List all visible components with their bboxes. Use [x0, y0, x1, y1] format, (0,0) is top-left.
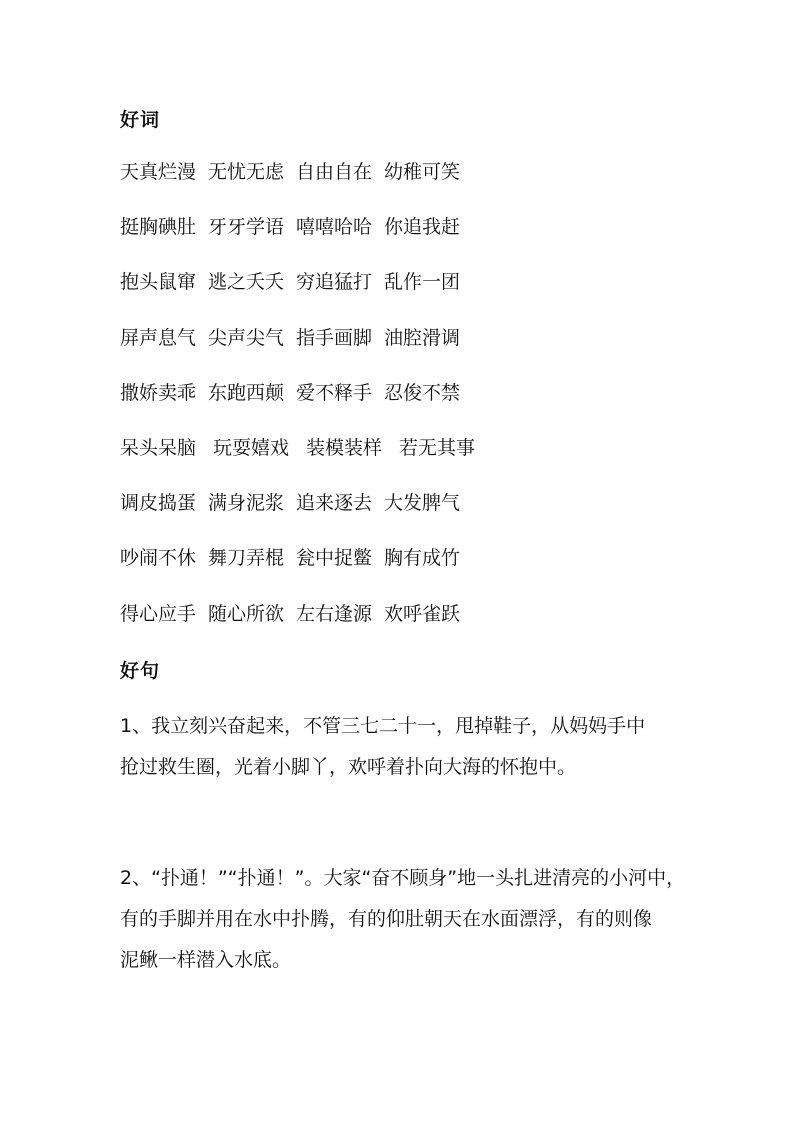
- word: 你追我赶: [384, 216, 461, 239]
- word: 吵闹不休: [120, 547, 197, 570]
- sentence-line: 2、“扑通！”“扑通！”。大家“奋不顾身”地一头扎进清亮的小河中，: [120, 867, 686, 889]
- word-row: [120, 491, 720, 546]
- sentence-line: 泥鳅一样潜入水底。: [120, 949, 292, 971]
- word-row: [120, 546, 720, 601]
- word-row: [120, 270, 720, 325]
- word: 装模装样: [306, 436, 383, 459]
- word-row: [120, 436, 720, 491]
- word: 指手画脚: [296, 326, 373, 349]
- good-sentences-heading: 好句: [120, 660, 161, 682]
- word: 穷追猛打: [296, 271, 373, 294]
- word: 呆头呆脑: [120, 436, 197, 459]
- word: 胸有成竹: [384, 547, 461, 570]
- word: 随心所欲: [208, 602, 285, 625]
- word: 油腔滑调: [384, 326, 461, 349]
- word: 逃之夭夭: [208, 271, 285, 294]
- word: 瓮中捉鳖: [296, 547, 373, 570]
- word: 大发脾气: [384, 492, 461, 515]
- word-row: [120, 602, 720, 657]
- word: 嘻嘻哈哈: [296, 216, 373, 239]
- word: 自由自在: [296, 161, 373, 183]
- word-row: [120, 381, 720, 436]
- good-words-list: [120, 160, 720, 657]
- word: 挺胸碘肚: [120, 216, 197, 239]
- sentence-paragraph: [120, 706, 700, 788]
- word: 左右逢源: [296, 602, 373, 625]
- sentence-line: 有的手脚并用在水中扑腾，有的仰肚朝天在水面漂浮，有的则像: [120, 908, 653, 930]
- word: 追来逐去: [296, 492, 373, 515]
- word-row: [120, 160, 720, 215]
- word: 东跑西颠: [208, 381, 285, 404]
- word: 满身泥浆: [208, 492, 285, 515]
- word: 屏声息气: [120, 326, 197, 349]
- good-words-heading: 好词: [120, 109, 161, 131]
- word: 玩耍嬉戏: [213, 436, 290, 459]
- word: 欢呼雀跃: [384, 602, 461, 625]
- word: 调皮捣蛋: [120, 492, 197, 515]
- word: 得心应手: [120, 602, 197, 625]
- sentence-line: 1、我立刻兴奋起来，不管三七二十一，甩掉鞋子，从妈妈手中: [120, 715, 646, 737]
- word: 牙牙学语: [208, 216, 285, 239]
- word: 抱头鼠窜: [120, 271, 197, 294]
- sentence-line: 抢过救生圈，光着小脚丫，欢呼着扑向大海的怀抱中。: [120, 756, 577, 778]
- word: 若无其事: [399, 436, 476, 459]
- word: 幼稚可笑: [384, 161, 461, 183]
- word: 天真烂漫: [120, 161, 197, 183]
- word-row: [120, 215, 720, 270]
- word: 忍俊不禁: [384, 381, 461, 404]
- word: 舞刀弄棍: [208, 547, 285, 570]
- word: 撒娇卖乖: [120, 381, 197, 404]
- word-row: [120, 326, 720, 381]
- word: 乱作一团: [384, 271, 461, 294]
- sentence-paragraph: [120, 858, 700, 981]
- word: 尖声尖气: [208, 326, 285, 349]
- word: 无忧无虑: [208, 161, 285, 183]
- word: 爱不释手: [296, 381, 373, 404]
